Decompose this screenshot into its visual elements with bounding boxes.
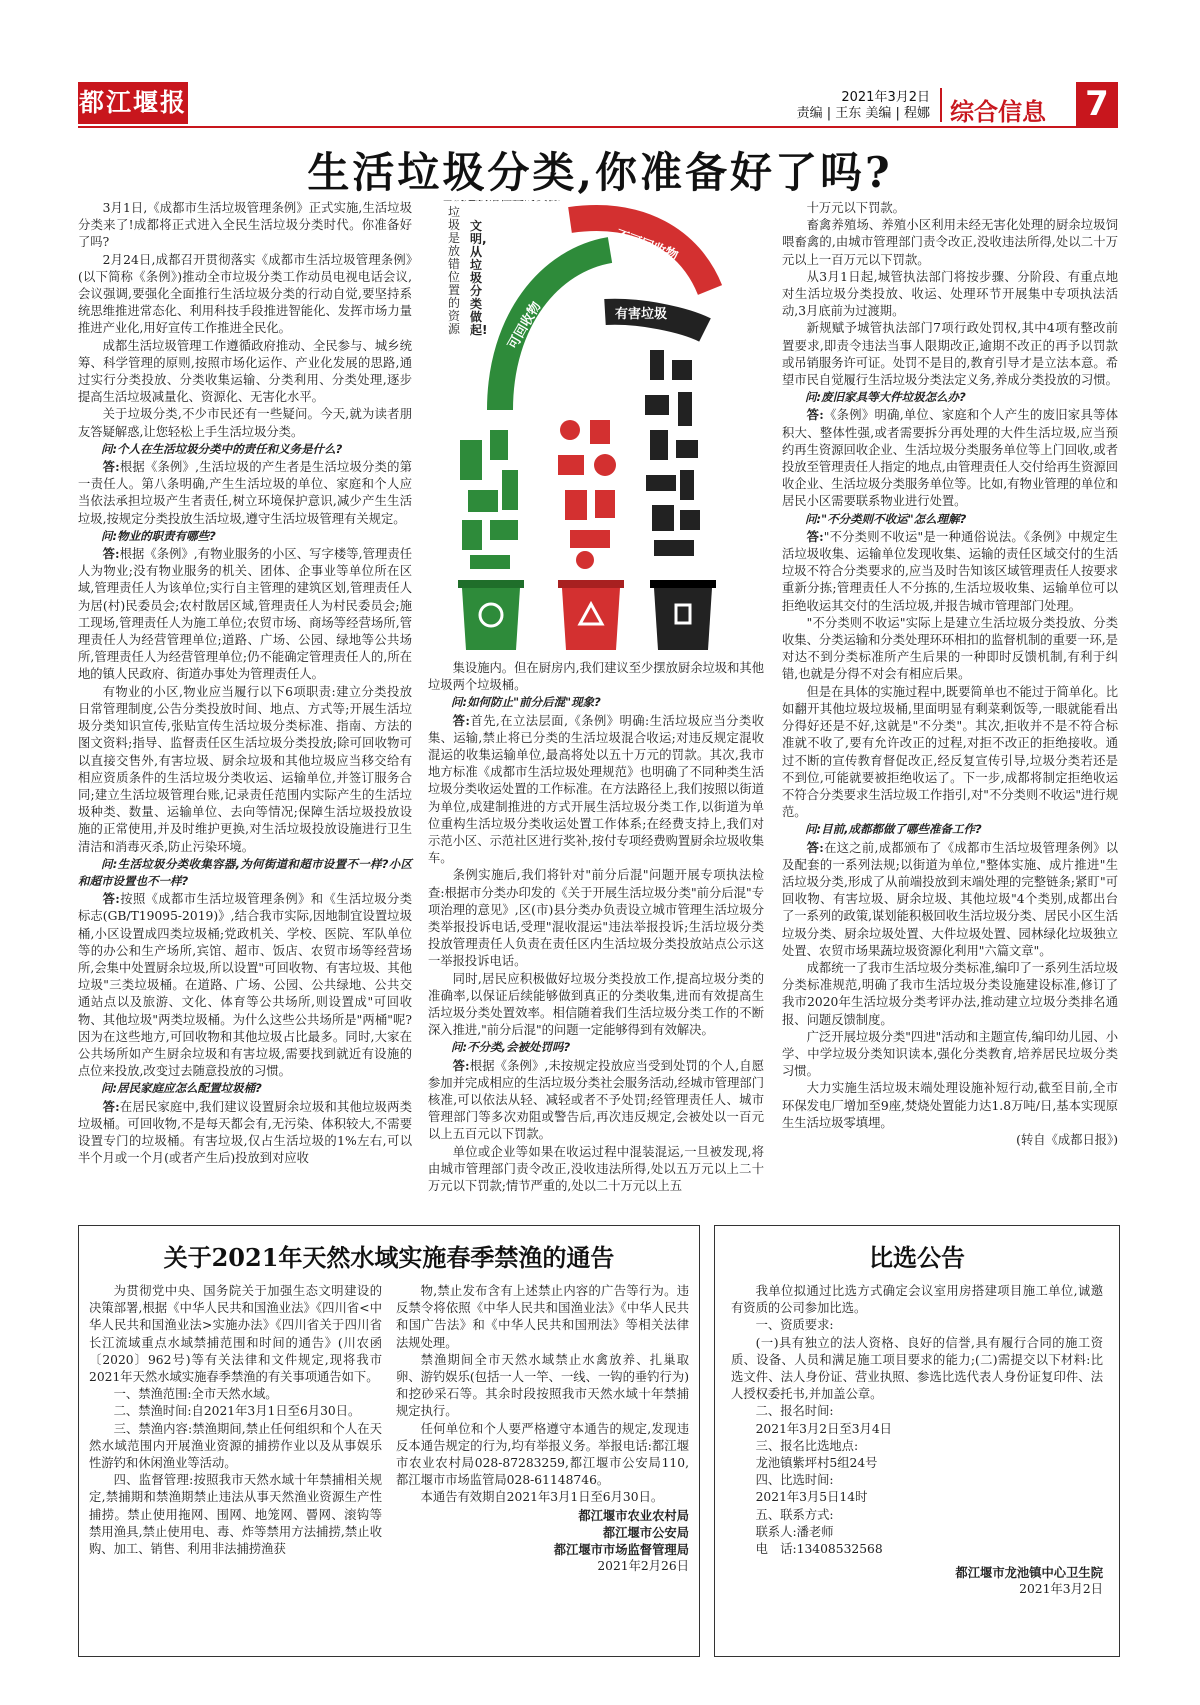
black-bin	[650, 580, 716, 650]
paragraph: 二、禁渔时间:自2021年3月1日至6月30日。	[113, 1404, 361, 1419]
paragraph: 电 话:13408532568	[755, 1542, 883, 1557]
paragraph: 三、报名比选地点:	[755, 1438, 859, 1453]
paragraph: 答:在这之前,成都颁布了《成都市生活垃圾管理条例》以及配套的一系列法规;以街道为单位,"整体实施、成片推进"生活垃圾分类,形成了从前端投放到末端处理的完整链条;紧盯"可回收物、有害垃圾、厨余垃圾、其他垃圾"4个类别,成都出台了一系列的政策,谋划能积极回收生活垃圾分类、居民小区生活垃圾分类、厨余垃圾处置、大件垃圾处置、园林绿化垃圾独立处置、农贸市场果蔬垃圾资源化利用"六篇文章"。	[782, 839, 1118, 958]
paragraph: 答:"不分类则不收运"是一种通俗说法。《条例》中规定生活垃圾收集、运输单位发现收集、运输的责任区域交付的生活垃圾不符合分类要求的,应当及时告知该区域管理责任人按要求重新分拣;管理责任人不分拣的,生活垃圾收集、运输单位可以拒绝收运其交付的生活垃圾,并报告城市管理部门处理。	[782, 528, 1118, 613]
tender-notice	[714, 1225, 1120, 1657]
paragraph: 答:在居民家庭中,我们建议设置厨余垃圾和其他垃圾两类垃圾桶。可回收物,不是每天都会有,无污染、体积较大,不需要设置专门的垃圾桶。有害垃圾,仅占生活垃圾的1%左右,可以半个月或一个月(或者产生后)投放到对应收	[78, 1098, 412, 1166]
signatory: 都江堰市市场监督管理局	[553, 1542, 689, 1558]
tender-date: 2021年3月2日	[1019, 1582, 1103, 1597]
section-name: 综合信息	[950, 98, 1046, 126]
paragraph: 龙池镇紫坪村5组24号	[755, 1456, 878, 1471]
paragraph: 3月1日,《成都市生活垃圾管理条例》正式实施,生活垃圾分类来了!成都将正式进入全民生活垃圾分类时代。你准备好了吗?	[78, 201, 412, 250]
green-items	[460, 430, 518, 569]
paragraph: 答:按照《成都市生活垃圾管理条例》和《生活垃圾分类标志(GB/T19095-2019)》,结合我市实际,因地制宜设置垃圾桶,小区设置成四类垃圾桶;党政机关、学校、医院、军队单位等的办公和生产场所,宾馆、超市、饭店、农贸市场等经营场所,会集中处置厨余垃圾,所以设置"可回收物、有害垃圾、其他垃圾"三类垃圾桶。在道路、广场、公园、公共绿地、公共交通站点以及旅游、文化、体育等公共场所,则设置成"可回收物、其他垃圾"两类垃圾桶。为什么这些公共场所是"两桶"呢?因为在这些地方,可回收物和其他垃圾占比最多。同时,大家在公共场所如产生厨余垃圾和有害垃圾,需要找到就近有设施的点位来投放,改变过去随意投放的习惯。	[78, 891, 412, 1079]
masthead-logo: 都江堰报	[78, 82, 188, 124]
label-other: 不可回收物	[613, 227, 680, 264]
paragraph: 二、报名时间:	[755, 1404, 834, 1419]
paragraph: 大力实施生活垃圾末端处理设施补短行动,截至目前,全市环保发电厂增加至9座,焚烧处置能力达1.8万吨/日,基本实现原生生活垃圾零填埋。	[782, 1081, 1118, 1130]
notice-date: 2021年2月26日	[597, 1559, 689, 1574]
paragraph: "不分类则不收运"实际上是建立生活垃圾分类投放、分类收集、分类运输和分类处理环环相扣的监督机制的重要一环,是对达不到分类标准所产生后果的一种即时反馈机制,有利于纠错,也就是分得不对会有相应后果。	[782, 615, 1118, 682]
paragraph: 同时,居民应积极做好垃圾分类投放工作,提高垃圾分类的准确率,以保证后续能够做到真正的分类收集,进而有效提高生活垃圾分类处置效率。相信随着我们生活垃圾分类工作的不断深入推进,"前分后混"的问题一定能够得到有效解决。	[428, 971, 764, 1038]
paragraph: 物,禁止发布含有上述禁止内容的广告等行为。违反禁令将依照《中华人民共和国渔业法》《中华人民共和国广告法》和《中华人民共和国刑法》等相关法律法规处理。	[396, 1284, 689, 1350]
question-heading: 问:不分类,会被处罚吗?	[451, 1040, 571, 1055]
paragraph: 答:根据《条例》,未按规定投放应当受到处罚的个人,自愿参加并完成相应的生活垃圾分类社会服务活动,经城市管理部门核准,可以依法从轻、减轻或者不予处罚;经管理责任人、城市管理部门等多次劝阻或警告后,再次违反规定,会被处以一百元以上五百元以下罚款。	[428, 1057, 764, 1142]
tender-title: 比选公告	[869, 1243, 965, 1272]
paragraph: 2021年3月5日14时	[755, 1490, 868, 1505]
paragraph: 为贯彻党中央、国务院关于加强生态文明建设的决策部署,根据《中华人民共和国渔业法》《四川省<中华人民共和国渔业法>实施办法》《四川省关于四川省长江流域重点水域禁捕范围和时间的通告》(川农函〔2020〕962号)等有关法律和文件规定,现将我市2021年天然水域实施春季禁渔的有关事项通告如下。	[89, 1284, 382, 1385]
paragraph: 本通告有效期自2021年3月1日至6月30日。	[420, 1490, 664, 1505]
waste-sorting-illustration	[440, 200, 758, 655]
fishing-ban-notice	[78, 1225, 700, 1657]
paragraph: 从3月1日起,城管执法部门将按步骤、分阶段、有重点地对生活垃圾分类投放、收运、处理环节开展集中专项执法活动,3月底前为过渡期。	[782, 269, 1118, 319]
paragraph: 答:首先,在立法层面,《条例》明确:生活垃圾应当分类收集、运输,禁止将已分类的生活垃圾混合收运;对违反规定混收混运的收集运输单位,最高将处以五十万元的罚款。其次,我市地方标准《成都市生活垃圾处理规范》也明确了不同种类生活垃圾分类收运处置的工作标准。在方法路径上,我们按照以街道为单位,成建制推进的方式开展生活垃圾分类工作,以街道为单位重构生活垃圾分类收运处置工作体系;在经费支持上,我们对示范小区、示范社区进行奖补,按付专项经费购置厨余垃圾收集车。	[428, 712, 764, 866]
paragraph: 成都生活垃圾管理工作遵循政府推动、全民参与、城乡统筹、科学管理的原则,按照市场化运作、产业化发展的思路,通过实行分类投放、分类收集运输、分类利用、分类处理,逐步提高生活垃圾减量化、资源化、无害化水平。	[78, 338, 412, 405]
illustration-svg	[440, 200, 758, 655]
label-recyclable: 可回收物	[505, 299, 545, 352]
paragraph: 十万元以下罚款。	[806, 201, 905, 215]
article-column-3	[782, 200, 1118, 1149]
question-heading: 问:物业的职责有哪些?	[101, 528, 216, 543]
paragraph: 单位或企业等如果在收运过程中混装混运,一旦被发现,将由城市管理部门责令改正,没收违法所得,处以五万元以上二十万元以下罚款;情节严重的,处以二十万元以上五	[428, 1144, 764, 1194]
paragraph: 广泛开展垃圾分类"四进"活动和主题宣传,编印幼儿园、小学、中学垃圾分类知识读本,强化分类教育,培养居民垃圾分类习惯。	[782, 1029, 1118, 1079]
paragraph: 2月24日,成都召开贯彻落实《成都市生活垃圾管理条例》(以下简称《条例》)推动全市垃圾分类工作动员电视电话会议,会议强调,要强化全面推行生活垃圾分类的行动自觉,要坚持系统思维推进常态化、利用科技手段推进智能化、发挥市场力量推进产业化,用好宣传工作推进全民化。	[78, 252, 412, 336]
paragraph: 我单位拟通过比选方式确定会议室用房搭建项目施工单位,诚邀有资质的公司参加比选。	[731, 1284, 1103, 1316]
question-heading: 问:"不分类则不收运"怎么理解?	[805, 511, 967, 526]
article-title: 生活垃圾分类,你准备好了吗?	[307, 148, 893, 197]
editors: 责编 | 王东 美编 | 程娜	[796, 106, 930, 121]
paragraph: 任何单位和个人要严格遵守本通告的规定,发现违反本通告规定的行为,均有举报义务。举报电话:都江堰市农业农村局028-87283259,都江堰市公安局110,都江堰市市场监管局028-61148746。	[396, 1421, 689, 1488]
paragraph: 一、禁渔范围:全市天然水域。	[113, 1387, 278, 1402]
paragraph: 一、资质要求:	[755, 1318, 834, 1333]
issue-date: 2021年3月2日	[841, 90, 930, 105]
header-separator	[940, 88, 942, 122]
paragraph: 禁渔期间全市天然水域禁止水禽放养、扎巢取卵、游钓娱乐(包括一人一竿、一线、一钩的垂钓行为)和挖砂采石等。其余时段按照我市天然水域十年禁捕规定执行。	[396, 1352, 689, 1419]
question-heading: 问:生活垃圾分类收集容器,为何街道和超市设置不一样?小区和超市设置也不一样?	[78, 856, 412, 888]
question-heading: 问:如何防止"前分后混"现象?	[451, 695, 601, 710]
article-column-1	[78, 200, 412, 1167]
header-rule	[78, 126, 1118, 128]
green-bin	[458, 580, 524, 650]
paragraph: 新规赋予城管执法部门7项行政处罚权,其中4项有整改前置要求,即责令违法当事人限期改正,逾期不改正的再予以罚款或吊销服务许可证。处罚不是目的,教育引导才是立法本意。希望市民自觉履行生活垃圾分类法定义务,养成分类投放的习惯。	[782, 321, 1118, 388]
paragraph: 联系人:潘老师	[755, 1524, 834, 1539]
header-date-block	[760, 90, 930, 122]
slogan-vertical-resource: 垃圾是放错位置的资源	[448, 205, 461, 336]
paragraph: 五、联系方式:	[755, 1507, 834, 1522]
paragraph: 成都统一了我市生活垃圾分类标准,编印了一系列生活垃圾分类标准规范,明确了我市生活垃圾分类设施建设标准,修订了我市2020年生活垃圾分类考评办法,推动建立垃圾分类排名通报、问题反馈制度。	[782, 960, 1118, 1027]
slogan-vertical-civilization: 文明,从垃圾分类做起!	[470, 219, 488, 337]
paragraph: 但是在具体的实施过程中,既要简单也不能过于简单化。比如翻开其他垃圾垃圾桶,里面明显有剩菜剩饭等,一眼就能看出分得好还是不好,这就是"不分类"。其次,拒收并不是不符合标准就不收了,要有允许改正的过程,对拒不改正的拒绝接收。通过不断的宣传教育督促改正,经反复宣传引导,垃圾分类若还是不到位,可能就要被拒绝收运了。下一步,成都将制定拒绝收运不符合分类要求生活垃圾工作指引,对"不分类则不收运"进行规范。	[782, 684, 1118, 820]
question-heading: 问:目前,成都都做了哪些准备工作?	[805, 822, 982, 837]
signatory: 都江堰市公安局	[602, 1524, 689, 1540]
paragraph: 集设施内。但在厨房内,我们建议至少摆放厨余垃圾和其他垃圾两个垃圾桶。	[428, 661, 764, 693]
red-bin	[558, 580, 624, 650]
article-column-2	[428, 660, 764, 1195]
question-heading: 问:个人在生活垃圾分类中的责任和义务是什么?	[101, 441, 343, 456]
notice-left-column	[89, 1283, 382, 1575]
paragraph: 三、禁渔内容:禁渔期间,禁止任何组织和个人在天然水域范围内开展渔业资源的捕捞作业以及从事娱乐性游钓和休闲渔业等活动。	[89, 1421, 382, 1471]
paragraph: 2021年3月2日至3月4日	[755, 1421, 892, 1436]
notice-right-column	[396, 1283, 689, 1575]
red-items	[558, 420, 616, 569]
source-credit: (转自《成都日报》)	[1016, 1132, 1118, 1147]
label-hazardous: 有害垃圾	[615, 307, 668, 322]
black-items	[645, 350, 700, 556]
paragraph: 答:根据《条例》,生活垃圾的产生者是生活垃圾分类的第一责任人。第八条明确,产生生活垃圾的单位、家庭和个人应当依法承担垃圾产生者责任,树立环境保护意识,减少产生生活垃圾,按规定分类投放生活垃圾,遵守生活垃圾管理有关规定。	[78, 459, 412, 526]
page-number: 7	[1076, 82, 1118, 126]
slogan-vertical-2	[440, 200, 561, 203]
paragraph: 有物业的小区,物业应当履行以下6项职责:建立分类投放日常管理制度,公告分类投放时间、地点、方式等;开展生活垃圾分类知识宣传,张贴宣传生活垃圾分类标准、指南、方法的图文资料;指导、监督责任区生活垃圾分类投放;除可回收物可以直接交售外,有害垃圾、厨余垃圾和其他垃圾应当移交给有相应资质条件的生活垃圾分类收运、运输单位,并签订服务合同;建立生活垃圾管理台账,记录责任范围内实际产生的生活垃圾种类、数量、运输单位、去向等情况;保障生活垃圾投放设施的正常使用,并及时维护更换,对生活垃圾投放设施进行卫生清洁和消毒灭杀,防止污染环境。	[78, 684, 412, 854]
paragraph: 条例实施后,我们将针对"前分后混"问题开展专项执法检查:根据市分类办印发的《关于开展生活垃圾分类"前分后混"专项治理的意见》,区(市)县分类办负责设立城市管理生活垃圾分类举报投诉电话,受理"混收混运"违法举报投诉;生活垃圾分类投放管理责任人负责在责任区内生活垃圾分类投放站点公示这一举报投诉电话。	[428, 868, 764, 969]
paragraph: 关于垃圾分类,不少市民还有一些疑问。今天,就为读者朋友答疑解惑,让您轻松上手生活垃圾分类。	[78, 407, 412, 439]
paragraph: (一)具有独立的法人资格、良好的信誉,具有履行合同的施工资质、设备、人员和满足施工项目要求的能力;(二)需提交以下材料:比选文件、法人身份证、营业执照、参选比选代表人身份证复印件、法人授权委托书,并加盖公章。	[731, 1335, 1103, 1402]
question-heading: 问:废旧家具等大件垃圾怎么办?	[805, 390, 966, 405]
paragraph: 四、监督管理:按照我市天然水域十年禁捕相关规定,禁捕期和禁渔期禁止违法从事天然渔业资源生产性捕捞。禁止使用拖网、围网、地笼网、罾网、滚钩等禁用渔具,禁止使用电、毒、炸等禁用方法捕捞,禁止收购、加工、销售、利用非法捕捞渔获	[89, 1473, 382, 1557]
paragraph: 答:《条例》明确,单位、家庭和个人产生的废旧家具等体积大、整体性强,或者需要拆分再处理的大件生活垃圾,应当预约再生资源回收企业、生活垃圾分类服务单位等上门回收,或者投放至管理责任人指定的地点,由管理责任人交付给再生资源回收企业、生活垃圾分类服务单位等。比如,有物业管理的单位和居民小区需要联系物业进行处置。	[782, 407, 1118, 509]
notice-title: 关于2021年天然水域实施春季禁渔的通告	[163, 1243, 615, 1272]
paragraph: 畜禽养殖场、养殖小区利用未经无害化处理的厨余垃圾饲喂畜禽的,由城市管理部门责令改正,没收违法所得,处以二十万元以上一百万元以下罚款。	[782, 218, 1118, 267]
tender-body	[715, 1283, 1119, 1599]
signatory: 都江堰市农业农村局	[578, 1507, 689, 1523]
paragraph: 答:根据《条例》,有物业服务的小区、写字楼等,管理责任人为物业;没有物业服务的机关、团体、企事业等单位所在区域,管理责任人为该单位;实行自主管理的建筑区划,管理责任人为居(村)民委员会;农村散居区域,管理责任人为村民委员会;施工现场,管理责任人为施工单位;农贸市场、商场等经营场所,管理责任人为经营管理单位;道路、广场、公园、绿地等公共场所,管理责任人为经营管理单位;仍不能确定管理责任人的,所在地的镇人民政府、街道办事处为管理责任人。	[78, 546, 412, 682]
tender-org: 都江堰市龙池镇中心卫生院	[955, 1565, 1103, 1581]
question-heading: 问:居民家庭应怎么配置垃圾桶?	[101, 1081, 262, 1096]
paragraph: 四、比选时间:	[755, 1473, 834, 1488]
